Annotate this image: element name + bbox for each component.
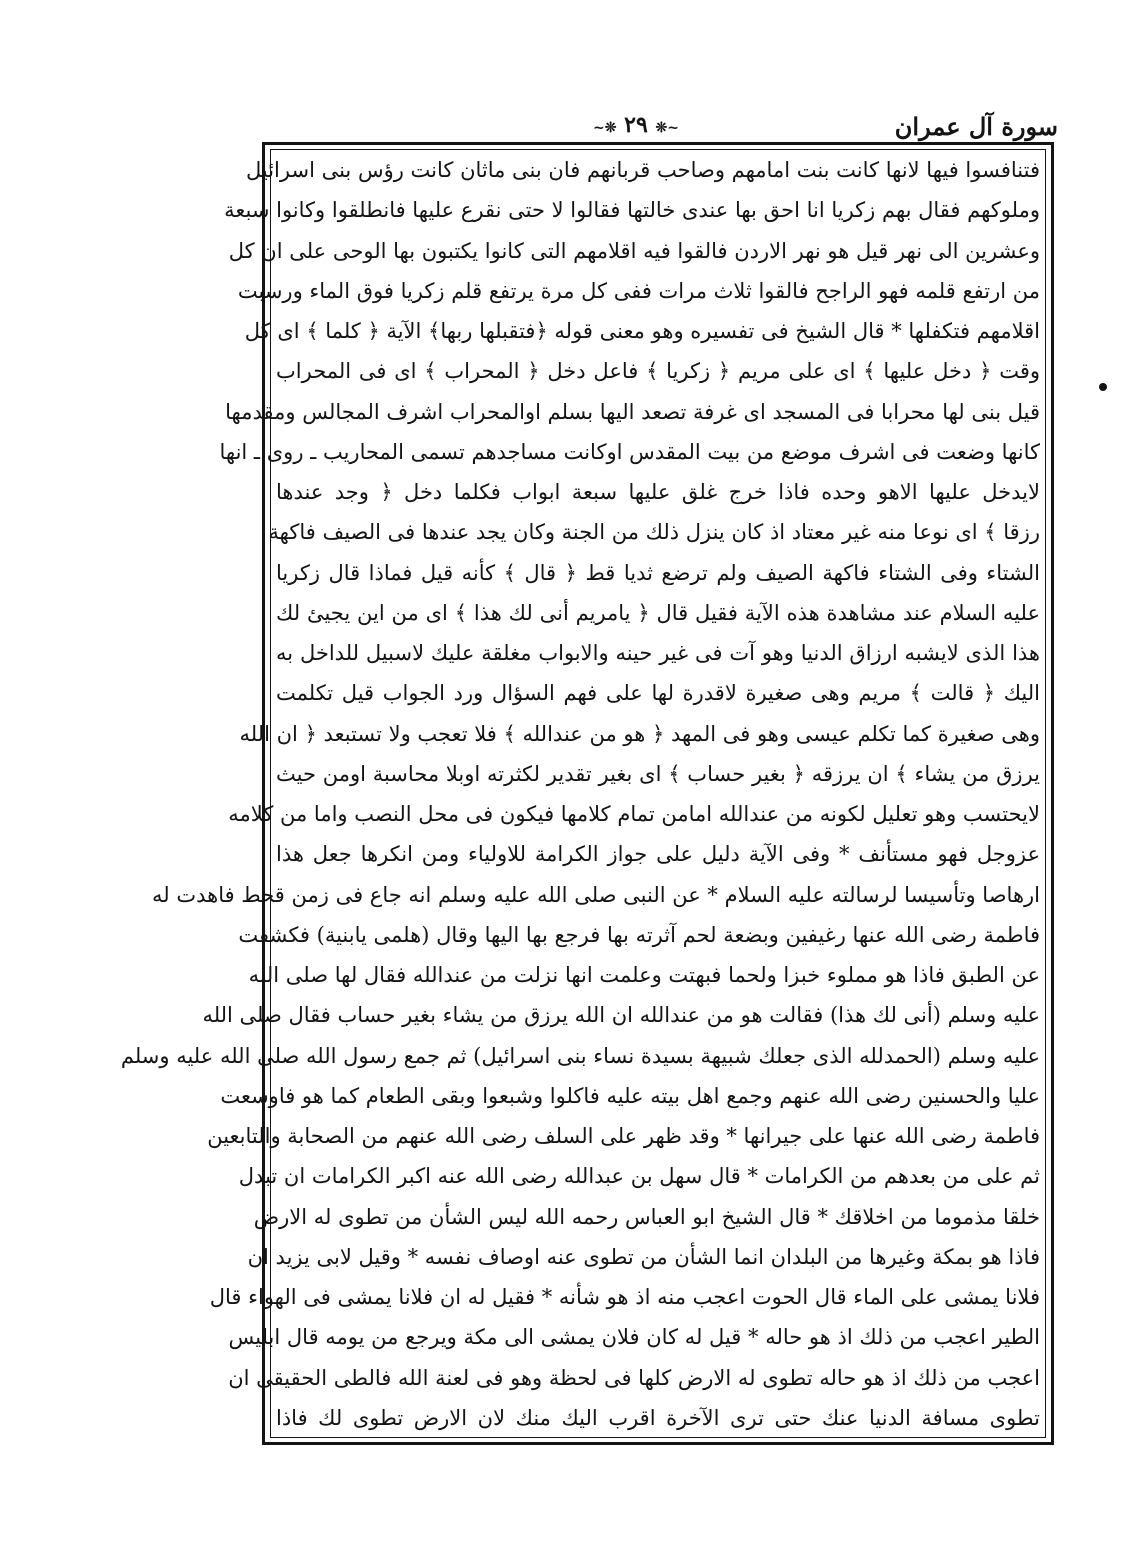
- text-line: فتنافسوا فيها لانها كانت بنت امامهم وصاحب قربانهم فان بنى ماثان كانت رؤس بنى اسرائيل: [245, 158, 1040, 182]
- text-line: رزقا ﴾ اى نوعا منه غير معتاد اذ كان ينزل ذلك من الجنة وكان يجد عندها فى الصيف فاكهة: [268, 520, 1040, 545]
- text-line: الطير اعجب من ذلك اذ هو حاله * قيل له كان فلان يمشى الى مكة ويرجع من يومه قال ابليس: [228, 1325, 1040, 1350]
- surah-title: سورة آل عمران: [894, 112, 1058, 141]
- text-line: عليه وسلم (أنى لك هذا) فقالت هو من عندالله ان الله يرزق من يشاء بغير حساب فقال صلى الله: [202, 1003, 1040, 1028]
- text-line: اعجب من ذلك اذ هو حاله تطوى له الارض كلها فى لحظة وهو فى لعنة الله فالطى الحقيقى ان: [228, 1365, 1040, 1390]
- text-line: لايحتسب وهو تعليل لكونه من عندالله امامن تمام كلامها فيكون فى محل النصب واما من كلامه: [228, 802, 1040, 826]
- text-line: قيل بنى لها محرابا فى المسجد اى غرفة تصعد اليها بسلم اوالمحراب اشرف المجالس ومقدمها: [225, 399, 1040, 424]
- body-text: [120, 150, 1040, 1438]
- text-line: وقت ﴿ دخل عليها ﴾ اى على مريم ﴿ زكريا ﴾ فاعل دخل ﴿ المحراب ﴾ اى فى المحراب: [276, 359, 1040, 384]
- margin-mark: [1099, 383, 1107, 391]
- text-line: عليا والحسنين رضى الله عنهم وجمع اهل بيته عليه فاكلوا وشبعوا وبقى الطعام كما هو فاوسعت: [220, 1083, 1040, 1108]
- text-line: عليه السلام عند مشاهدة هذه الآية فقيل قال ﴿ يامريم أنى لك هذا ﴾ اى من اين يجيئ لك: [276, 600, 1040, 625]
- page-number-box: [576, 112, 696, 138]
- text-line: فاطمة رضى الله عنها على جيرانها * وقد ظهر على السلف رضى الله عنهم من الصحابة والتابعين: [207, 1124, 1040, 1148]
- text-line: الشتاء وفى الشتاء فاكهة الصيف ولم ترضع ثديا قط ﴿ قال ﴾ كأنه قيل فماذا قال زكريا: [276, 560, 1040, 585]
- text-line: وعشرين الى نهر قيل هو نهر الاردن فالقوا فيه اقلامهم التى كانوا يكتبون بها الوحى على ان كل: [228, 238, 1040, 263]
- text-line: ثم على من بعدهم من الكرامات * قال سهل بن عبدالله رضى الله عنه اكبر الكرامات ان تبدل: [238, 1164, 1040, 1189]
- text-line: فاطمة رضى الله عنها رغيفين وبضعة لحم آثرته بها فرجع بها اليها وقال (هلمى يابنية) فكشفت: [238, 922, 1040, 947]
- text-line: يرزق من يشاء ﴾ ان يرزقه ﴿ بغير حساب ﴾ اى بغير تقدير لكثرته اوبلا محاسبة اومن حيث: [276, 761, 1040, 786]
- ornament-right: ❊~: [655, 120, 679, 136]
- text-line: خلقا مذموما من اخلاقك * قال الشيخ ابو العباس رحمه الله ليس الشأن من تطوى له الارض: [253, 1204, 1040, 1229]
- text-line: لايدخل عليها الاهو وحده فاذا خرج غلق عليها سبعة ابواب فكلما دخل ﴿ وجد عندها: [276, 480, 1040, 504]
- text-line: من ارتفع قلمه فهو الراجح فالقوا ثلاث مرات ففى كل مرة يرتفع قلم زكريا فوق الماء ورسبت: [237, 278, 1040, 303]
- text-line: فلانا يمشى على الماء قال الحوت اعجب منه اذ هو شأنه * فقيل له ان فلانا يمشى فى الهواء قال: [209, 1285, 1040, 1309]
- text-line: كانها وضعت فى اشرف موضع من بيت المقدس اوكانت مساجدهم تسمى المحاريب ـ روى ـ انها: [219, 439, 1040, 464]
- text-line: فاذا هو بمكة وغيرها من البلدان انما الشأن من تطوى عنه اوصاف نفسه * وقيل لابى يزيد ان: [247, 1244, 1040, 1269]
- text-line: وهى صغيرة كما تكلم عيسى وهو فى المهد ﴿ هو من عندالله ﴾ فلا تعجب ولا تستبعد ﴿ ان الله: [239, 721, 1040, 746]
- text-line: وملوكهم فقال بهم زكريا انا احق بها عندى خالتها فقالوا لا حتى نقرع عليها فانطلقوا وكانوا سبعة: [224, 198, 1040, 223]
- page-number: ٢٩: [624, 112, 648, 138]
- text-line: اليك ﴿ قالت ﴾ مريم وهى صغيرة لاقدرة لها على فهم السؤال ورد الجواب قيل تكلمت: [276, 681, 1040, 706]
- text-line: عزوجل فهو مستأنف * وفى الآية دليل على جواز الكرامة للاولياء ومن انكرها جعل هذا: [276, 842, 1040, 867]
- text-line: هذا الذى لايشبه ارزاق الدنيا وهو آت فى غير حينه والابواب مغلقة عليك لاسبيل للداخل به: [276, 641, 1040, 665]
- text-line: اقلامهم فتكفلها * قال الشيخ فى تفسيره وهو معنى قوله ﴿فتقبلها ربها﴾ الآية ﴿ كلما ﴾ اى كل: [244, 319, 1040, 343]
- text-line: عليه وسلم (الحمدلله الذى جعلك شبيهة بسيدة نساء بنى اسرائيل) ثم جمع رسول الله صلى الله عليه وسلم: [120, 1043, 1040, 1068]
- ornament-left: ~❊: [593, 120, 617, 136]
- text-line: تطوى مسافة الدنيا عنك حتى ترى الآخرة اقرب اليك منك لان الارض تطوى لك فاذا: [276, 1405, 1040, 1430]
- text-line: عن الطبق فاذا هو مملوء خبزا ولحما فبهتت وعلمت انها نزلت من عندالله فقال لها صلى الله: [248, 963, 1040, 987]
- page-header: [258, 112, 1058, 146]
- text-line: ارهاصا وتأسيسا لرسالته عليه السلام * عن النبى صلى الله عليه وسلم انه جاع فى زمن قحط فاهدت له: [152, 882, 1040, 907]
